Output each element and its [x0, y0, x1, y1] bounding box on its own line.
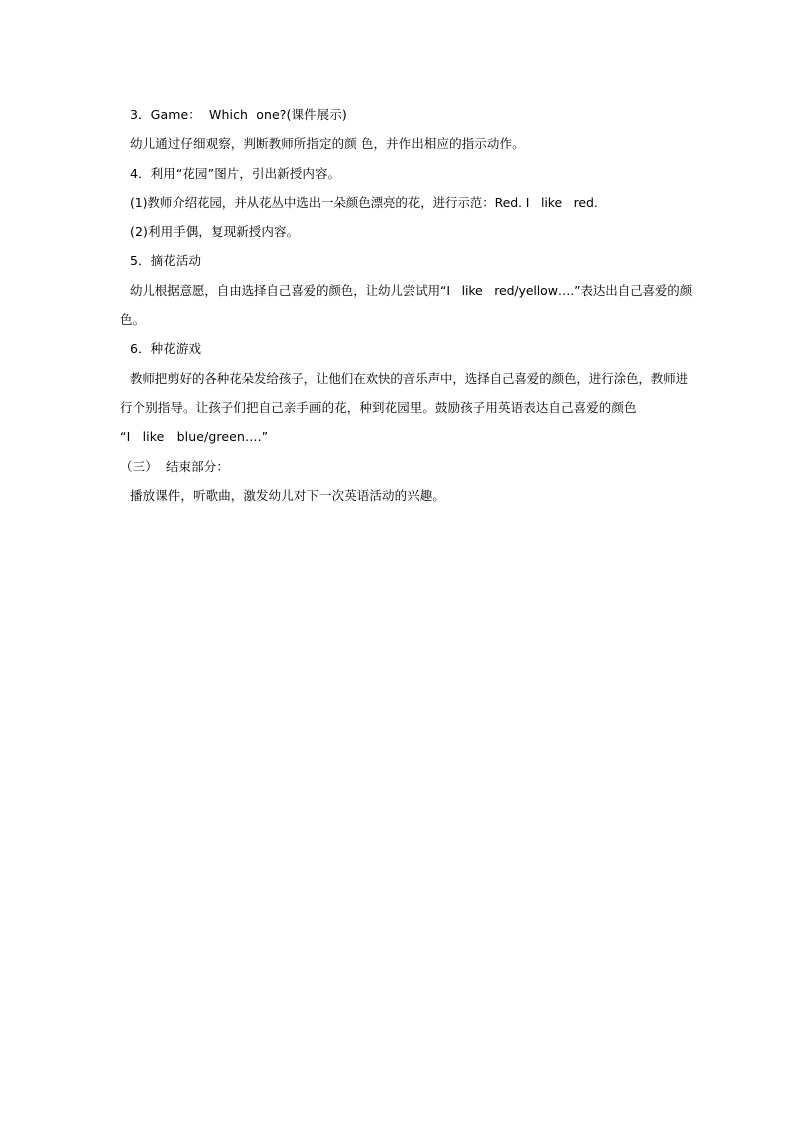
paragraph-plant-flowers-line-3: “I like blue/green….” [120, 429, 269, 445]
document-body [120, 100, 693, 510]
paragraph-game-description: 幼儿通过仔细观察，判断教师所指定的颜 色，并作出相应的指示动作。 [130, 136, 525, 152]
section-heading-garden: 4．利用“花园”图片，引出新授内容。 [130, 165, 341, 181]
section-heading-closing: （三） 结束部分： [120, 458, 229, 474]
section-heading-plant-flowers: 6．种花游戏 [130, 341, 202, 357]
paragraph-plant-flowers-line-1: 教师把剪好的各种花朵发给孩子，让他们在欢快的音乐声中，选择自己喜爱的颜色，进行涂色，教师进 [130, 370, 689, 386]
paragraph-closing: 播放课件，听歌曲，激发幼儿对下一次英语活动的兴趣。 [130, 487, 446, 503]
paragraph-garden-step-1: (1)教师介绍花园，并从花丛中选出一朵颜色漂亮的花，进行示范：Red. I like red. [130, 194, 598, 210]
paragraph-pick-flowers-line-2: 色。 [120, 312, 146, 328]
paragraph-garden-step-2: (2)利用手偶，复现新授内容。 [130, 224, 300, 240]
section-heading-game: 3．Game： Which one?(课件展示) [130, 107, 347, 122]
paragraph-pick-flowers-line-1: 幼儿根据意愿，自由选择自己喜爱的颜色，让幼儿尝试用“I like red/yellow….”表达出自己喜爱的颜 [130, 282, 693, 298]
section-heading-pick-flowers: 5．摘花活动 [130, 253, 202, 269]
paragraph-plant-flowers-line-2: 行个别指导。让孩子们把自己亲手画的花，种到花园里。鼓励孩子用英语表达自己喜爱的颜色 [120, 399, 637, 415]
